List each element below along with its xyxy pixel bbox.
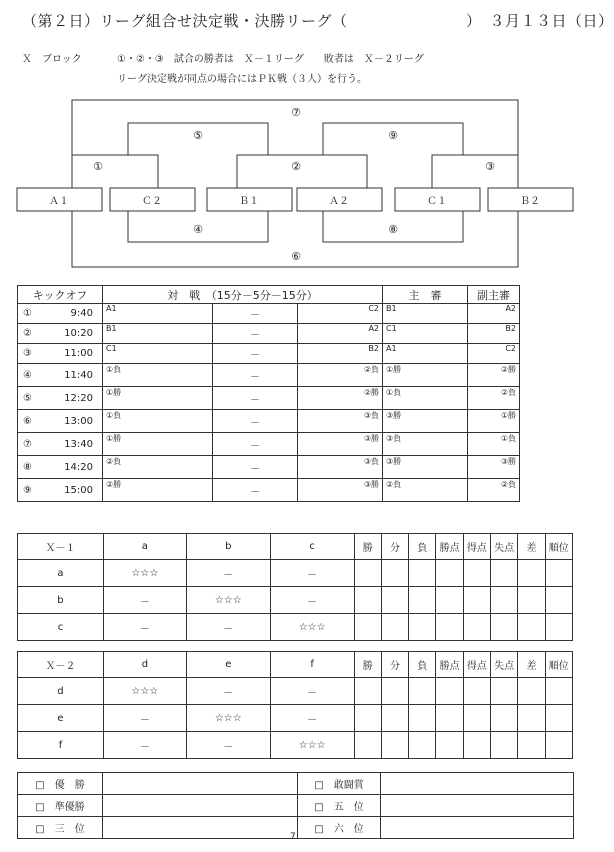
stat-header: 失点 bbox=[491, 652, 518, 678]
match-home: ①勝 bbox=[103, 433, 213, 456]
stat-cell[interactable] bbox=[381, 560, 408, 587]
sub-referee-cell: ②負 bbox=[468, 387, 520, 410]
result-cell: ☆☆☆ bbox=[270, 614, 354, 641]
referee-cell: ③勝 bbox=[383, 456, 468, 479]
stat-cell[interactable] bbox=[463, 614, 490, 641]
stat-cell[interactable] bbox=[381, 587, 408, 614]
award-label: □ 優 勝 bbox=[18, 773, 103, 795]
match-dash: － bbox=[213, 433, 298, 456]
schedule-row bbox=[18, 364, 520, 387]
league-team-name: a bbox=[18, 560, 104, 587]
sub-referee-cell: ②負 bbox=[468, 479, 520, 502]
bracket-label-2: ② bbox=[291, 160, 301, 173]
match-home: ①勝 bbox=[103, 387, 213, 410]
match-away: ③負 bbox=[298, 410, 383, 433]
kickoff-cell bbox=[18, 479, 103, 502]
match-home: ①負 bbox=[103, 410, 213, 433]
match-number: ② bbox=[23, 328, 32, 339]
result-cell: － bbox=[270, 678, 354, 705]
bracket-label-3: ③ bbox=[485, 160, 495, 173]
stat-cell[interactable] bbox=[409, 587, 436, 614]
header-referee: 主 審 bbox=[383, 286, 468, 304]
result-cell: － bbox=[103, 732, 186, 759]
stat-cell[interactable] bbox=[381, 678, 408, 705]
result-cell: ☆☆☆ bbox=[186, 705, 270, 732]
stat-cell[interactable] bbox=[409, 705, 436, 732]
stat-cell[interactable] bbox=[491, 560, 518, 587]
match-away: C2 bbox=[298, 304, 383, 324]
match-number: ④ bbox=[23, 369, 32, 381]
result-cell: － bbox=[103, 587, 186, 614]
stat-cell[interactable] bbox=[436, 705, 463, 732]
stat-header: 勝 bbox=[354, 534, 381, 560]
kickoff-time: 10:20 bbox=[64, 328, 93, 339]
award-label: □ 準優勝 bbox=[18, 795, 103, 817]
stat-cell[interactable] bbox=[491, 732, 518, 759]
match-dash: － bbox=[213, 456, 298, 479]
result-cell: － bbox=[103, 705, 186, 732]
result-cell: － bbox=[270, 560, 354, 587]
schedule-row bbox=[18, 479, 520, 502]
result-cell: ☆☆☆ bbox=[103, 560, 186, 587]
kickoff-cell bbox=[18, 364, 103, 387]
schedule-row bbox=[18, 324, 520, 344]
league-header-row bbox=[18, 652, 573, 678]
stat-cell[interactable] bbox=[518, 678, 545, 705]
match-dash: － bbox=[213, 364, 298, 387]
stat-cell[interactable] bbox=[354, 732, 381, 759]
award-row bbox=[18, 773, 574, 795]
stat-cell[interactable] bbox=[436, 678, 463, 705]
match-away: ③勝 bbox=[298, 479, 383, 502]
awards-table bbox=[17, 772, 574, 839]
league-name: Ｘ－１ bbox=[18, 534, 104, 560]
stat-header: 差 bbox=[518, 652, 545, 678]
kickoff-time: 15:00 bbox=[64, 484, 93, 496]
award-entry[interactable] bbox=[103, 795, 298, 817]
result-cell: － bbox=[270, 587, 354, 614]
sub-referee-cell: C2 bbox=[468, 344, 520, 364]
match-home: ②勝 bbox=[103, 479, 213, 502]
match-number: ① bbox=[23, 308, 32, 319]
league-row bbox=[18, 705, 573, 732]
kickoff-time: 13:00 bbox=[64, 415, 93, 427]
award-entry[interactable] bbox=[103, 773, 298, 795]
match-home: C1 bbox=[103, 344, 213, 364]
stat-cell[interactable] bbox=[436, 587, 463, 614]
match-away: ②負 bbox=[298, 364, 383, 387]
bracket-label-9: ⑨ bbox=[388, 129, 398, 142]
result-cell: － bbox=[186, 732, 270, 759]
referee-cell: ③負 bbox=[383, 433, 468, 456]
schedule-table bbox=[17, 285, 520, 502]
header-match: 対 戦 （15分－5分－15分） bbox=[103, 286, 383, 304]
kickoff-cell bbox=[18, 344, 103, 364]
referee-cell: C1 bbox=[383, 324, 468, 344]
kickoff-time: 9:40 bbox=[70, 308, 93, 319]
bracket-label-7: ⑦ bbox=[291, 106, 301, 119]
result-cell: ☆☆☆ bbox=[186, 587, 270, 614]
stat-cell[interactable] bbox=[545, 560, 572, 587]
referee-cell: ①勝 bbox=[383, 364, 468, 387]
stat-header: 順位 bbox=[545, 652, 572, 678]
referee-cell: B1 bbox=[383, 304, 468, 324]
match-dash: － bbox=[213, 479, 298, 502]
kickoff-cell bbox=[18, 387, 103, 410]
kickoff-cell bbox=[18, 324, 103, 344]
stat-cell[interactable] bbox=[545, 587, 572, 614]
stat-cell[interactable] bbox=[491, 614, 518, 641]
league-table-x1 bbox=[17, 533, 573, 641]
schedule-row bbox=[18, 387, 520, 410]
bracket-label-8: ⑧ bbox=[388, 223, 398, 236]
stat-cell[interactable] bbox=[381, 705, 408, 732]
header-sub-referee: 副主審 bbox=[468, 286, 520, 304]
stat-cell[interactable] bbox=[518, 560, 545, 587]
stat-header: 順位 bbox=[545, 534, 572, 560]
league-team-name: e bbox=[18, 705, 104, 732]
match-number: ⑧ bbox=[23, 461, 32, 473]
league-row bbox=[18, 560, 573, 587]
match-home: A1 bbox=[103, 304, 213, 324]
league-team-name: d bbox=[18, 678, 104, 705]
kickoff-cell bbox=[18, 304, 103, 324]
bracket-team-4: Ａ２ bbox=[329, 196, 349, 207]
stat-header: 負 bbox=[409, 652, 436, 678]
match-away: ③負 bbox=[298, 456, 383, 479]
award-label: □ 六 位 bbox=[298, 817, 381, 839]
sub-referee-cell: ②勝 bbox=[468, 364, 520, 387]
schedule-row bbox=[18, 433, 520, 456]
kickoff-time: 13:40 bbox=[64, 438, 93, 450]
stat-cell[interactable] bbox=[545, 732, 572, 759]
page-date: ） ３月１３日（日） bbox=[466, 12, 614, 30]
result-cell: ☆☆☆ bbox=[270, 732, 354, 759]
stat-cell[interactable] bbox=[354, 678, 381, 705]
match-number: ⑦ bbox=[23, 438, 32, 450]
stat-cell[interactable] bbox=[518, 732, 545, 759]
league-team-header: b bbox=[186, 534, 270, 560]
stat-header: 分 bbox=[381, 652, 408, 678]
stat-cell[interactable] bbox=[463, 678, 490, 705]
stat-cell[interactable] bbox=[491, 587, 518, 614]
match-number: ③ bbox=[23, 348, 32, 359]
result-cell: － bbox=[186, 678, 270, 705]
award-entry[interactable] bbox=[381, 817, 574, 839]
stat-cell[interactable] bbox=[491, 678, 518, 705]
stat-header: 得点 bbox=[463, 534, 490, 560]
schedule-row bbox=[18, 410, 520, 433]
stat-cell[interactable] bbox=[436, 614, 463, 641]
sub-referee-cell: ①負 bbox=[468, 433, 520, 456]
stat-cell[interactable] bbox=[409, 732, 436, 759]
league-team-name: f bbox=[18, 732, 104, 759]
schedule-row bbox=[18, 344, 520, 364]
league-name: Ｘ－２ bbox=[18, 652, 104, 678]
stat-cell[interactable] bbox=[463, 732, 490, 759]
award-label: □ 敢闘賞 bbox=[298, 773, 381, 795]
sub-referee-cell: ③勝 bbox=[468, 456, 520, 479]
award-entry[interactable] bbox=[381, 773, 574, 795]
schedule-row bbox=[18, 456, 520, 479]
page-number: 7 bbox=[290, 832, 296, 842]
league-table-x2 bbox=[17, 651, 573, 759]
rule-note-pk: リーグ決定戦が同点の場合にはＰＫ戦（３人）を行う。 bbox=[117, 74, 367, 85]
match-away: A2 bbox=[298, 324, 383, 344]
match-dash: － bbox=[213, 324, 298, 344]
bracket-label-6: ⑥ bbox=[291, 250, 301, 263]
stat-header: 負 bbox=[409, 534, 436, 560]
match-number: ⑨ bbox=[23, 484, 32, 496]
match-dash: － bbox=[213, 344, 298, 364]
stat-cell[interactable] bbox=[354, 560, 381, 587]
result-cell: － bbox=[186, 560, 270, 587]
stat-header: 分 bbox=[381, 534, 408, 560]
bracket-team-2: Ｃ２ bbox=[142, 196, 162, 207]
sub-referee-cell: A2 bbox=[468, 304, 520, 324]
bracket-label-1: ① bbox=[93, 160, 103, 173]
sub-referee-cell: B2 bbox=[468, 324, 520, 344]
stat-cell[interactable] bbox=[381, 614, 408, 641]
league-row bbox=[18, 587, 573, 614]
stat-cell[interactable] bbox=[381, 732, 408, 759]
stat-header: 失点 bbox=[491, 534, 518, 560]
stat-cell[interactable] bbox=[354, 587, 381, 614]
stat-cell[interactable] bbox=[518, 705, 545, 732]
match-dash: － bbox=[213, 410, 298, 433]
league-team-header: c bbox=[270, 534, 354, 560]
match-home: ①負 bbox=[103, 364, 213, 387]
stat-header: 得点 bbox=[463, 652, 490, 678]
league-team-name: c bbox=[18, 614, 104, 641]
kickoff-cell bbox=[18, 433, 103, 456]
stat-cell[interactable] bbox=[545, 678, 572, 705]
stat-header: 勝点 bbox=[436, 534, 463, 560]
stat-cell[interactable] bbox=[491, 705, 518, 732]
bracket-team-1: Ａ１ bbox=[49, 196, 69, 207]
award-label: □ 五 位 bbox=[298, 795, 381, 817]
tournament-bracket bbox=[0, 90, 589, 275]
bracket-team-5: Ｃ１ bbox=[427, 196, 447, 207]
stat-cell[interactable] bbox=[545, 614, 572, 641]
result-cell: ☆☆☆ bbox=[103, 678, 186, 705]
stat-cell[interactable] bbox=[518, 587, 545, 614]
stat-cell[interactable] bbox=[354, 705, 381, 732]
league-row bbox=[18, 678, 573, 705]
bracket-team-3: Ｂ１ bbox=[239, 196, 259, 207]
rule-note-winners: ①・②・③ 試合の勝者は Ｘ－１リーグ 敗者は Ｘ－２リーグ bbox=[117, 54, 424, 65]
stat-header: 差 bbox=[518, 534, 545, 560]
kickoff-cell bbox=[18, 456, 103, 479]
stat-cell[interactable] bbox=[436, 732, 463, 759]
award-row bbox=[18, 795, 574, 817]
referee-cell: ③勝 bbox=[383, 410, 468, 433]
match-away: ②勝 bbox=[298, 387, 383, 410]
kickoff-cell bbox=[18, 410, 103, 433]
award-label: □ 三 位 bbox=[18, 817, 103, 839]
bracket-label-4: ④ bbox=[193, 223, 203, 236]
stat-cell[interactable] bbox=[409, 560, 436, 587]
match-dash: － bbox=[213, 304, 298, 324]
award-entry[interactable] bbox=[103, 817, 298, 839]
block-label: Ｘ ブロック bbox=[22, 54, 82, 65]
stat-cell[interactable] bbox=[545, 705, 572, 732]
match-away: ③勝 bbox=[298, 433, 383, 456]
schedule-row bbox=[18, 304, 520, 324]
league-row bbox=[18, 732, 573, 759]
stat-cell[interactable] bbox=[463, 705, 490, 732]
page-title: （第２日）リーグ組合せ決定戦・決勝リーグ（ bbox=[22, 12, 348, 30]
match-away: B2 bbox=[298, 344, 383, 364]
referee-cell: ②負 bbox=[383, 479, 468, 502]
match-dash: － bbox=[213, 387, 298, 410]
league-team-header: d bbox=[103, 652, 186, 678]
league-team-header: e bbox=[186, 652, 270, 678]
referee-cell: ①負 bbox=[383, 387, 468, 410]
bracket-label-5: ⑤ bbox=[193, 129, 203, 142]
sub-referee-cell: ①勝 bbox=[468, 410, 520, 433]
stat-cell[interactable] bbox=[354, 614, 381, 641]
match-number: ⑤ bbox=[23, 392, 32, 404]
kickoff-time: 12:20 bbox=[64, 392, 93, 404]
league-team-header: a bbox=[103, 534, 186, 560]
stat-cell[interactable] bbox=[409, 614, 436, 641]
result-cell: － bbox=[186, 614, 270, 641]
kickoff-time: 11:00 bbox=[64, 348, 93, 359]
league-team-name: b bbox=[18, 587, 104, 614]
referee-cell: A1 bbox=[383, 344, 468, 364]
league-row bbox=[18, 614, 573, 641]
stat-cell[interactable] bbox=[518, 614, 545, 641]
stat-cell[interactable] bbox=[463, 560, 490, 587]
award-entry[interactable] bbox=[381, 795, 574, 817]
league-header-row bbox=[18, 534, 573, 560]
kickoff-time: 11:40 bbox=[64, 369, 93, 381]
match-home: ②負 bbox=[103, 456, 213, 479]
stat-cell[interactable] bbox=[463, 587, 490, 614]
header-kickoff: キックオフ bbox=[18, 286, 103, 304]
kickoff-time: 14:20 bbox=[64, 461, 93, 473]
stat-header: 勝 bbox=[354, 652, 381, 678]
result-cell: － bbox=[103, 614, 186, 641]
league-team-header: f bbox=[270, 652, 354, 678]
stat-cell[interactable] bbox=[436, 560, 463, 587]
result-cell: － bbox=[270, 705, 354, 732]
match-number: ⑥ bbox=[23, 415, 32, 427]
stat-header: 勝点 bbox=[436, 652, 463, 678]
bracket-team-6: Ｂ２ bbox=[520, 196, 540, 207]
stat-cell[interactable] bbox=[409, 678, 436, 705]
match-home: B1 bbox=[103, 324, 213, 344]
